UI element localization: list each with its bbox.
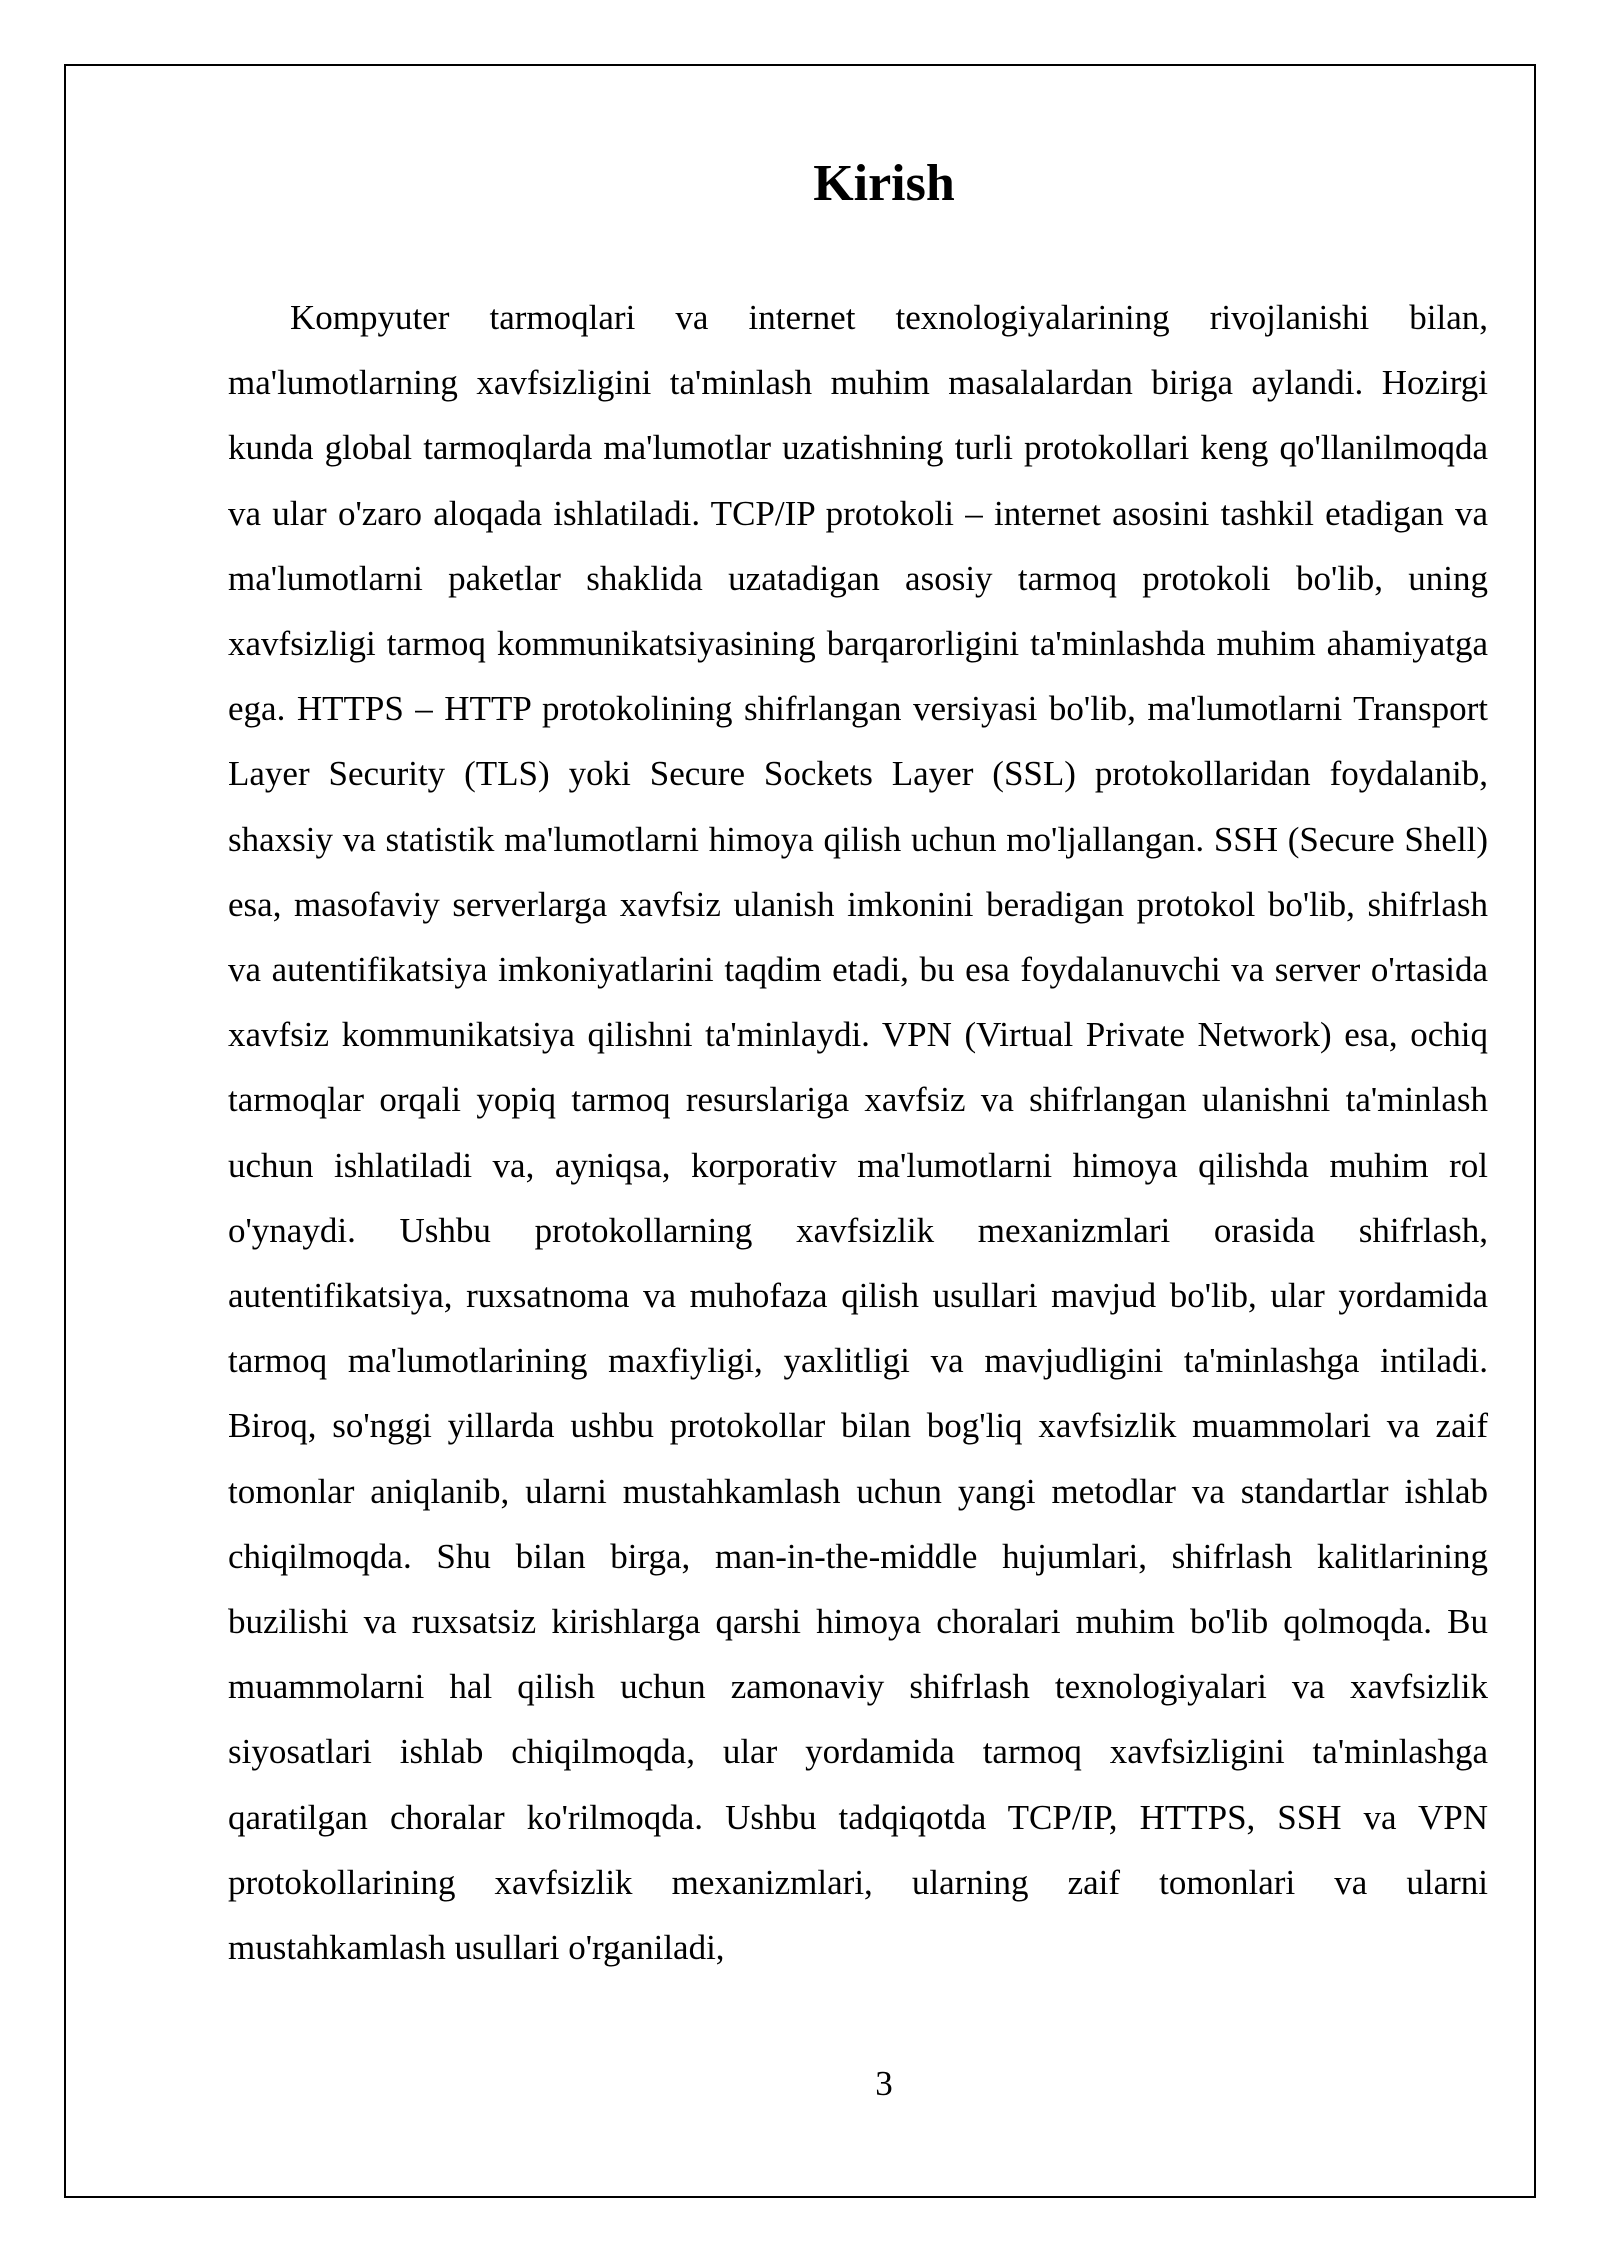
introduction-paragraph: Kompyuter tarmoqlari va internet texnologiyalarining rivojlanishi bilan, ma'lumotlarning xavfsizligini ta'minlash muhim masalalardan biriga aylandi. Hozirgi kunda global tarmoqlarda ma'lumotlar uzatishning turli protokollari keng qo'llanilmoqda va ular o'zaro aloqada ishlatiladi. TCP/IP protokoli – internet asosini tashkil etadigan va ma'lumotlarni paketlar shaklida uzatadigan asosiy tarmoq protokoli bo'lib, uning xavfsizligi tarmoq kommunikatsiyasining barqarorligini ta'minlashda muhim ahamiyatga ega. HTTPS – HTTP protokolining shifrlangan versiyasi bo'lib, ma'lumotlarni Transport Layer Security (TLS) yoki Secure Sockets Layer (SSL) protokollaridan foydalanib, shaxsiy va statistik ma'lumotlarni himoya qilish uchun mo'ljallangan. SSH (Secure Shell) esa, masofaviy serverlarga xavfsiz ulanish imkonini beradigan protokol bo'lib, shifrlash va autentifikatsiya imkoniyatlarini taqdim etadi, bu esa foydalanuvchi va server o'rtasida xavfsiz kommunikatsiya qilishni ta'minlaydi. VPN (Virtual Private Network) esa, ochiq tarmoqlar orqali yopiq tarmoq resurslariga xavfsiz va shifrlangan ulanishni ta'minlash uchun ishlatiladi va, ayniqsa, korporativ ma'lumotlarni himoya qilishda muhim rol o'ynaydi. Ushbu protokollarning xavfsizlik mexanizmlari orasida shifrlash, autentifikatsiya, ruxsatnoma va muhofaza qilish usullari mavjud bo'lib, ular yordamida tarmoq ma'lumotlarining maxfiyligi, yaxlitligi va mavjudligini ta'minlashga intiladi. Biroq, so'nggi yillarda ushbu protokollar bilan bog'liq xavfsizlik muammolari va zaif tomonlar aniqlanib, ularni mustahkamlash uchun yangi metodlar va standartlar ishlab chiqilmoqda. Shu bilan birga, man-in-the-middle hujumlari, shifrlash kalitlarining buzilishi va ruxsatsiz kirishlarga qarshi himoya choralari muhim bo'lib qolmoqda. Bu muammolarni hal qilish uchun zamonaviy shifrlash texnologiyalari va xavfsizlik siyosatlari ishlab chiqilmoqda, ular yordamida tarmoq xavfsizligini ta'minlashga qaratilgan choralar ko'rilmoqda. Ushbu tadqiqotda TCP/IP, HTTPS, SSH va VPN protokollarining xavfsizlik mexanizmlari, ularning zaif tomonlari va ularni mustahkamlash usullari o'rganiladi,: [228, 298, 1488, 1968]
page-title: Kirish: [813, 155, 955, 212]
page-number: 3: [875, 2064, 893, 2103]
